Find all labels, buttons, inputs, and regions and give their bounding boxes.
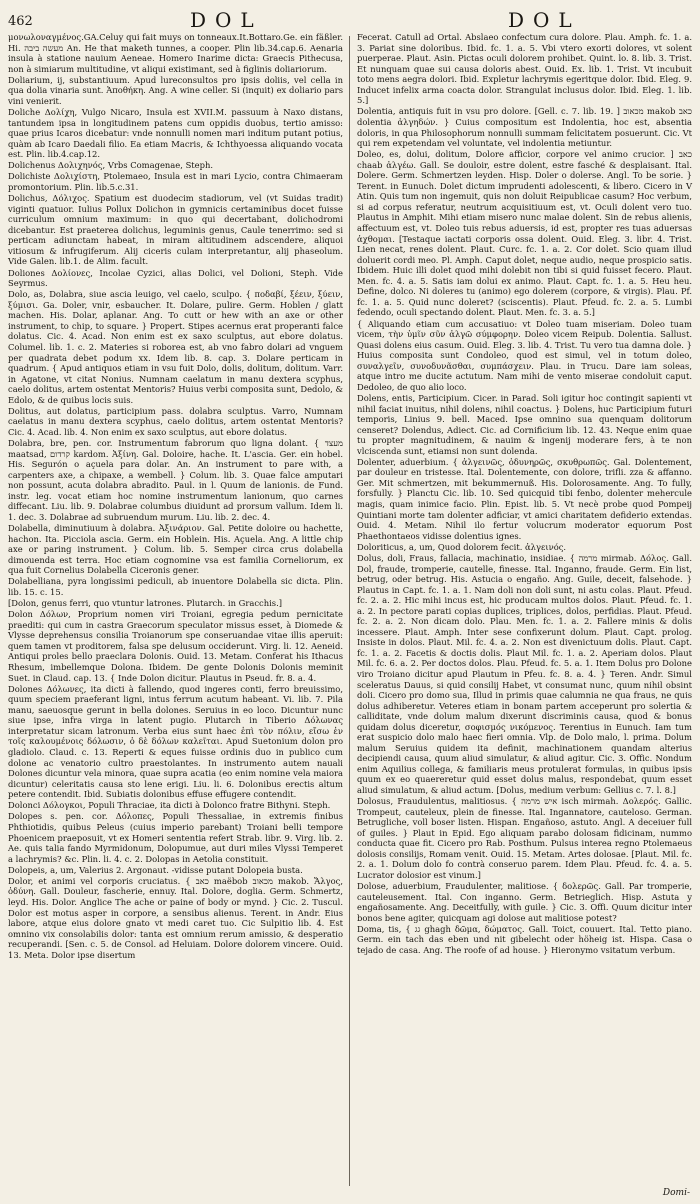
entry: Dolor, et animi vel corporis cruciatus. { כאב maëbob מכאוב makob. Ἄλγος, ὀδύνη. Gall. Douleur, fascherie, ennuy. Ital. Dolore, doglia. Germ. Schmertz, leyd. His. Dolor. Anglice The ache or paine of body or mynd. } Cic. 2. Tuscul. Dolor est motus asper in corpore, a sensibus alienus. Terent. in Andr. Eius labore, atque eius dolore gnato vt medi caret tuo. Cic Sulpitio lib. 4. Est omnino vix consolabilis dolor: tanta est omnium rerum amissio, & desperatio recuperandi. [Sen. c. 5. de Consol. ad Heluiam. Dolore dolorem vincere. Ouid. 13. Meta. Dolor ipse disertum	[8, 875, 343, 960]
entry: Dolentia, antiquis fuit in vsu pro dolore. [Gell. c. 7. lib. 19. ] מכאוב makob כאב dolentia ἀλγηδών. } Cuius compositum est Indolentia, hoc est, absentia doloris, in qua Philosophorum nonnulli summam felicitatem posuerunt. Cic. Vt qui rem expetendam vel voluntate, vel indolentia metiuntur.	[357, 106, 692, 149]
entry: Doliarium, ij, substantiuum. Apud lureconsultos pro ipsis doliis, vel cella in qua dolia vinaria sunt. Ἀποθήκη. Ang. A wine celler. Si (inquit) ex doliario pars vini venierit.	[8, 74, 343, 106]
entry: Dolichus, Δόλιχος. Spatium est duodecim stadiorum, vel (vt Suidas tradit) viginti quatuor. Iulius Pollux Dolichon in gymnicis certaminibus docet fuisse curriculum omnium maximum: in quo qui decertabant, dolichodromi dicebantur. Est praeterea dolichus, leguminis genus, Caule tenerrimo: sed si perticam adiunctam habeat, in miram altitudinem adscendere, aliquoi vitiosum & infrugiferum. Alij ciceris culam interpretantur, alij phaseolum. Vide Galen. lib.1. de Alim. facult.	[8, 193, 343, 267]
right-column	[357, 32, 692, 956]
left-column	[8, 32, 343, 961]
entry: Dolopes s. pen. cor. Δόλοπες, Populi Thessaliae, in extremis finibus Phthiotidis, quibus Peleus (cuius imperio parebant) Troiani belli tempore Phoenicem praeposuit, vt ex Homeri sententia refert Strab. libr. 9. Virg. lib. 2. Ae. quis talia fando Myrmidonum, Dolopumue, aut duri miles Vlyssi Temperet a lachrymis? &c. Plin. li. 4. c. 2. Dolopas in Aetolia constituit.	[8, 811, 343, 864]
column-divider	[349, 36, 350, 1186]
entry: Dolabra, bre, pen. cor. Instrumentum fabrorum quo ligna dolant. { מעצד maatsad, קרדום kardom. Ἀξίνη. Gal. Doloire, hache. It. L'ascia. Ger. ein hobel. His. Segurón o açuela para dolar. An. An instrument to pare with, a carpenters axe, a chipaxe, a wembell. } Colum. lib. 3. Quae falce amputari non possunt, acuta dolabra abradito. Paul. in l. Quum de lanionis. de Fund. instr. leg. vocat etiam hoc nomine instrumentum lanionum, quo carnes diffecant. Liu. lib. 9. Dolabrae columbus diuidunt ad prorsum vallum. Idem li. 1. dec. 3. Dolabrae ad subruendum murum. Liu. lib. 2. dec. 4.	[8, 438, 343, 522]
entry: Dolus, doli, Fraus, fallacia, machinatio, insidiae. { מרמה mirmab. Δόλος. Gall. Dol, fraude, tromperie, cautelle, finesse. Ital. Inganno, fraude. Germ. Ein list, betrug, oder betrug. His. Astucia o engaño. Ang. Guile, deceit, falsehode. } Plautus in Capt. fc. 1. a. 1. Nam doli non doli sunt, ni astu colas. Plaut. Pfeud. fc. 2. a. 2. Hic mihi incus est, hic producam multos dolos. Plaut. Pfeud. fc. 1. a. 2. In pectore parati copias duplices, triplices, dolos, perfidias. Plaut. Pfeud. fc. 2. a. 2. Non dicam dolo. Plau. Men. fc. 1. a. 2. Fallere minis & dolis incessere. Plaut. Amph. Inter sese confixerunt dolum. Plaut. Capt. prolog. Insiste in dolos. Plaut. Mil. fc. 4. a. 2. Non est divenictuum dolis. Plaut. Capt. fc. 1. a. 2. Facetis & doctis dolis. Plaut Mil. fc. 1. a. 2. Aperiam dolos. Plaut Mil. fc. 6. a. 2. Per doctos dolos. Plau. Pfeud. fc. 5. a. 1. Item Dolus pro Dolone viro Troiano dicitur apud Plautum in Pfeu. fc. 8. a. 4. } Teren. Andr. Simul sceleratus Dauus, si quid consilij Habet, vt consumat nunc, quum nihil obsint doli. Cicero pro domo sua, Illud in primis quae calumnia ne qua fraus, ne quis dolus adhiberetur. Veteres etiam in bonam partem acceperunt pro solertia & calliditate, vnde dolum malum dixerunt discriminis causa, quod & bonus quidam dolus diceretur, σοφισμός νικόμενος. Terentius in Eunuch. Iam tum erat suspicio dolo malo haec fieri omnia. Vlp. de Dolo malo, l. prima. Dolum malum Seruius quidem ita definit, machinationem quandam alterius decipiendi causa, quum aliud simulatur, & aliud agitur. Cic. 3. Offic. Nondum enim Aquilius collega, & familiaris meus protulerat formulas, in quibus ipsis quum ex eo quaereretur quid esset dolus malus, respondebat, quum esset aliud simulatum, & aliud actum. [Dolus, medium verbum: Gellius c. 7. l. 8.]	[357, 552, 692, 795]
entry: Doma, tis, { גג ghagh δῶμα, δώματος. Gall. Toict, couuert. Ital. Tetto piano. Germ. ein tach das eben und nit gibelecht oder höheig ist. Hispa. Casa o tejado de casa. Ang. The roofe of ad house. } Hieronymo vsitatum verbum.	[357, 923, 692, 955]
entry: Dolichenus Δολιχηνός, Vrbs Comagenae, Steph.	[8, 160, 214, 171]
entry: Dolens, entis, Participium. Cicer. in Parad. Soli igitur hoc contingit sapienti vt nihil faciat inuitus, nihil dolens, nihil coactus. } Dolens, huc Participium futuri temporis, Linius 9. bell. Maced. Ipse omnino sua quenquam dolitorum censeret? Dolendus, Adiect. Cic. ad Cornificium lib. 12. 43. Neque enim quae tu propter magnitudinem, & nauim & ingenij moderare fers, à te non vlciscenda sunt, etiamsi non sunt dolenda.	[357, 392, 692, 456]
entry: Doleo, es, dolui, dolitum, Dolore afficior, corpore vel animo crucior. ] כאב chaab ἀλγέω. Gall. Se douloir, estre dolent, estre fasché & desplaisant. Ital. Dolere. Germ. Schmertzen leyden. Hisp. Doler o dolerse. Angl. To be sorie. } Terent. in Eunuch. Dolet dictum imprudenti adolescenti, & libero. Cicero in V Atin. Quis tum non ingemuit, quis non doluit Reipublicae casum? Hoc verbum, si ad corpus referatur, neutrum acquisitiuum est, vt. Oculi dolent vero tuo. Plautus in Amphit. Mihi etiam misero nunc malae dolent. Sin de rebus alienis, affectuum est, vt. Doleo tuis rebus aduersis, id est, propter res tuas aduersas ἀχθομαι. [Testaque iactati corporis ossa dolent. Ouid. Eleg. 3. libr. 4. Trist. Lien necat, renes dolent. Plaut. Curc. fc. 1. a. 2. Cor dolet. Scio quam illud doluerit cordi meo. Pl. Amph. Caput dolet, neque audio, neque prospicio satis. Ibidem. Huic illi dolet quod mihi dolebit non tibi si quid fuisset fecero. Plaut. Men. fc. 4. a. 5. Satis iam dolui ex animo. Plaut. Capt. fc. 1. a. 5. Heu heu. Define, dolco. Ni doleres tu (animo) ego dolerem (corpore, & virgis). Plau. Pf. fc. 1. a. 5. Quid nunc doleret? (sciscentis). Plaut. Pfeud. fc. 2. a. 5. Lumbi fedendo, oculi spectando dolent. Plaut. Men. fc. 3. a. 5.]	[357, 149, 692, 318]
entry: Dolenter, aduerbium. { ἀλγεινῶς, ὀδυνηρῶς, σκυθρωπῶς. Gal. Dolentement, par douleur en tristesse. Ital. Dolentemente, con dolore, trifli. zza & affanno. Ger. Mit schmertzen, mit bekummernuß. His. Dolorosamente. Ang. To fully, forsfully. } Planctu Cic. lib. 10. Sed quicquid tibi fenbo, dolenter mehercule magis, quam inimice facio. Plin. Epist. lib. 5. Vt necè probe quod Pompeij Quintiani morte tam dolenter adficiar, vt amici charitatem defiderio extendas. Ouid. 4. Metam. Nihil ilo fertur volucrum moderator equorum Post Phaethontaeos vidisse dolentius ignes.	[357, 456, 692, 541]
entry: Dolo, as, Dolabra, siue ascia leuigo, vel caelo, sculpo. { ποδαβί, ξέειν, ξύειν, ξύμισι. Ga. Doler, vnir, esbaucher. It. Dolare, pulire. Germ. Hoblen / glatt machen. His. Dolar, aplanar. Ang. To cutt or hew with an axe or other instrument, to chip, to square. } Propert. Stipes acernus erat properanti falce dolatus. Cic. 4. Acad. Non enim est ex saxo sculptus, aut ebore dolatus. Columel. lib. 1. c. 2. Materies si roborea est, ab vno fabro dolari ad vnguem per quadrata debet podum xx. Idem lib. 8. cap. 3. Dolare perticam in quadrum. { Apud antiquos etiam in vsu fuit Dolo, dolis, dolitum, dolitum. Varr. in Agatone, vt citat Nonius. Numnam caelatum in manu dextera scyphus, caelo dolitus, artem ostentat Mentoris? Huius verbi composita sunt, Dedolo, & Edolo, & de quibus locis suis.	[8, 289, 343, 405]
entry: Dolabelliana, pyra longissimi pediculi, ab inuentore Dolabella sic dicta. Plin. lib. 15. c. 15.	[8, 576, 343, 597]
entry: Dolopeis, a, um, Valerius 2. Argonaut. -vidisse putant Dolopeia busta.	[8, 864, 303, 875]
entry: [Dolon, genus ferri, quo vtuntur latrones. Plutarch. in Gracchis.]	[8, 598, 283, 609]
entry: Dolitus, aut dolatus, participium pass. dolabra sculptus. Varro, Numnam caelatus in manu dextera scyphus, caelo dolitus, artem ostentat Mentoris? Cic. 4. Acad. lib. 4. Non enim ex saxo sculptus, aut ebore dolatus.	[8, 405, 343, 437]
entry: Doloriticus, a, um, Quod dolorem fecit. ἀλγεινός.	[357, 541, 567, 552]
entry: Dolosus, Fraudulentus, malitiosus. { איש מרמה isch mirmah. Δολερός. Gallic. Trompeut, cauteleux, plein de finesse. Ital. Ingannatore, cauteloso. German. Betrugliche, voll boser listen. Hispan. Engañoso, astuto. Angl. A deceiuer full of guiles. } Plaut in Epid. Ego aliquam parabo dolosam fidicinam, nummo conducta quae fit. Cicero pro Rab. Posthum. Pulsus interea regno Ptolemaeus dolosis consilijs, Romam venit. Ouid. 15. Metam. Artes dolosae. [Plaut. Mil. fc. 2. a. 1. Dolum dolo fo contrà conseruo parem. Idem Plau. Pfeud. fc. 4. a. 5. Lucrator dolosior est vinum.]	[357, 796, 692, 880]
entry: Dolose, aduerbium, Fraudulenter, malitiose. { δολερῶς. Gall. Par tromperie, cauteleusement. Ital. Con inganno. Germ. Betrieglich. Hisp. Astuta y engañosamente. Ang. Deceitfully, with guile. } Cic. 3. Offi. Quum dicitur inter bonos bene agiter, quicquam agi dolose aut malitiose potest?	[357, 881, 692, 923]
entry: Dolichiste Δολιχίστη, Ptolemaeo, Insula est in mari Lycio, contra Chimaeram promontorium. Plin. lib.5.c.31.	[8, 171, 343, 193]
entry: Doliche Δολίχη, Vulgo Nicaro, Insula est XVII.M. passuum à Naxo distans, tantundem ipsa in longitudinem patens cum oppidis duobus, tertio amisso: quae prius Icaros dicebatur: vnde nonnulli nomen mari inditum putant potius, quàm ab Icaro Daedali filio. Ea etiam Macris, & Ichthyoessa aliquando vocata est. Plin. lib.4.cap.12.	[8, 107, 343, 160]
entry: Dolonci Δόλογκοι, Populi Thraciae, ita dicti à Dolonco fratre Bithyni. Steph.	[8, 800, 331, 811]
headword-right: DOL	[508, 8, 581, 32]
entry: Fecerat. Catull ad Ortal. Abslaeo confectum cura dolore. Plau. Amph. fc. 1. a. 3. Pariat sine doloribus. Ibid. fc. 1. a. 5. Vbi vtero exorti dolores, vt solent puerperae. Plaut. Asin. Pictas oculi dolorem prohibet. Quint. lo. 8. lib. 3. Trist. Et nunquam quae sui causa doloris abest. Ouid. Ex. lib. 1. Trist. Vt incubuit toto mens aegra dolori. Ibid. Expletur lachrymis egeritque dolor. Ibid. Eleg. 9. Inducet infelix arma coacta dolor. Strangulat inclusus dolor. Ibid. Eleg. 1. lib. 5.]	[357, 32, 692, 106]
headword-left: DOL	[190, 8, 263, 32]
entry: Doliones Δολίονες, Incolae Cyzici, alias Dolici, vel Dolioni, Steph. Vide Seyrmus.	[8, 267, 343, 289]
page-number: 462	[8, 14, 33, 29]
entry: Dolones Δόλωνες, ita dicti à fallendo, quod ingeres conti, ferro breuissimo, quum speciem praeferant ligni, intus ferrum acutum habeant. Vi. lib. 7. Pila manu, saeuosque gerunt in bella dolones. Seruius in eo loco. Dicuntur nunc siue ipse, infra virga in latent pugio. Plutarch in Tiberio Δόλωνας interpretatur sicam latronum. Verba eius sunt haec ἐπὶ τὸν πόλιν, εἴσω ἐν τοῖς καλουμένοις δόλωσιν, ὁ δὲ δόλων καλεῖται. Apud Suetonium dolon pro gladiolo. Claud. c. 13. Reperti & eques fuisse ordinis duo in publico cum dolone ac venatorio cultro praestolantes. In instrumento autem nauali Dolones dicuntur vela minora, quae supra acatia (eo enim nomine vela maiora dicuntur) celeritatis causa sto lene erigi. Liu. li. 6. Dolonibus erectis altum petere contendit. Ibid. Subiatis dolonibus effuse effugere contendit.	[8, 683, 343, 800]
entry: Dolon Δόλων, Proprium nomen viri Troiani, egregia pedum pernicitate praediti: qui cum in castra Graecorum speculator missus esset, à Diomede & Vlysse deprehensus consilia Troianorum spe conseruandae vitae illis aperuit: quem tamen vt proditorem, falsa spe delusum occiderunt. Virg. li. 12. Aeneid. Antiqui proles bello praeclara Dolonis. Ouid. 13. Metam. Conferat his Ithacus Rhesum, imbellemque Dolona. Ibidem. De gente Dolonis Dolonis meminit Suet. in Claud. cap. 13. { Inde Dolon dicitur. Plautus in Pseud. fr. 8. a. 4.	[8, 609, 343, 683]
catchword: Domi-	[662, 1188, 690, 1198]
entry: Dolabella, diminutiuum à dolabra. Ἀξινάριον. Gal. Petite doloire ou hachette, hachon. Ita. Picciola ascia. Germ. ein Hoblein. His. Açuela. Ang. A little chip axe or paring instrument. } Colum. lib. 5. Semper circa crus dolabella dimouenda est terra. Hoc etiam cognomine vsa est familia Corneliorum, ex qua fuit Cornelius Dolabella Ciceronis gener.	[8, 523, 343, 576]
entry: { Aliquando etiam cum accusatiuo: vt Doleo tuam miseriam. Doleo tuam vicem, τὴν ὑμῖν σῦν ἀλγῶ σύμφορην. Doleo vicem Reipub. Dolentia. Sallust. Quasi dolens eius casum. Ouid. Eleg. 3. lib. 4. Trist. Tu vero tua damna dole. } Huius composita sunt Condoleo, quod est simul, vel in totum doleo, συναλγεῖν, συνοδυνᾶσθαι, συμπάσχειν. Plau. in Trucu. Dare iam soleas, atque intro me ducite actutum. Nam mihi de vento miserae condoluit caput. Dedoleo, de quo alio loco.	[357, 318, 692, 392]
entry: μονωλοναγμένος.GA.Celuy qui fait muys on tonneaux.It.Bottaro.Ge. ein fäßler. Hi. מעשה ביבה An. He that maketh tunnes, a cooper. Plin lib.34.cap.6. Aenaria insula à statione nauium Aeneae. Homero Inarime dicta: Graecis Pithecusa, non à simiarum multitudine, vt aliqui existimant, sed à figlinis doliariorum.	[8, 32, 343, 74]
